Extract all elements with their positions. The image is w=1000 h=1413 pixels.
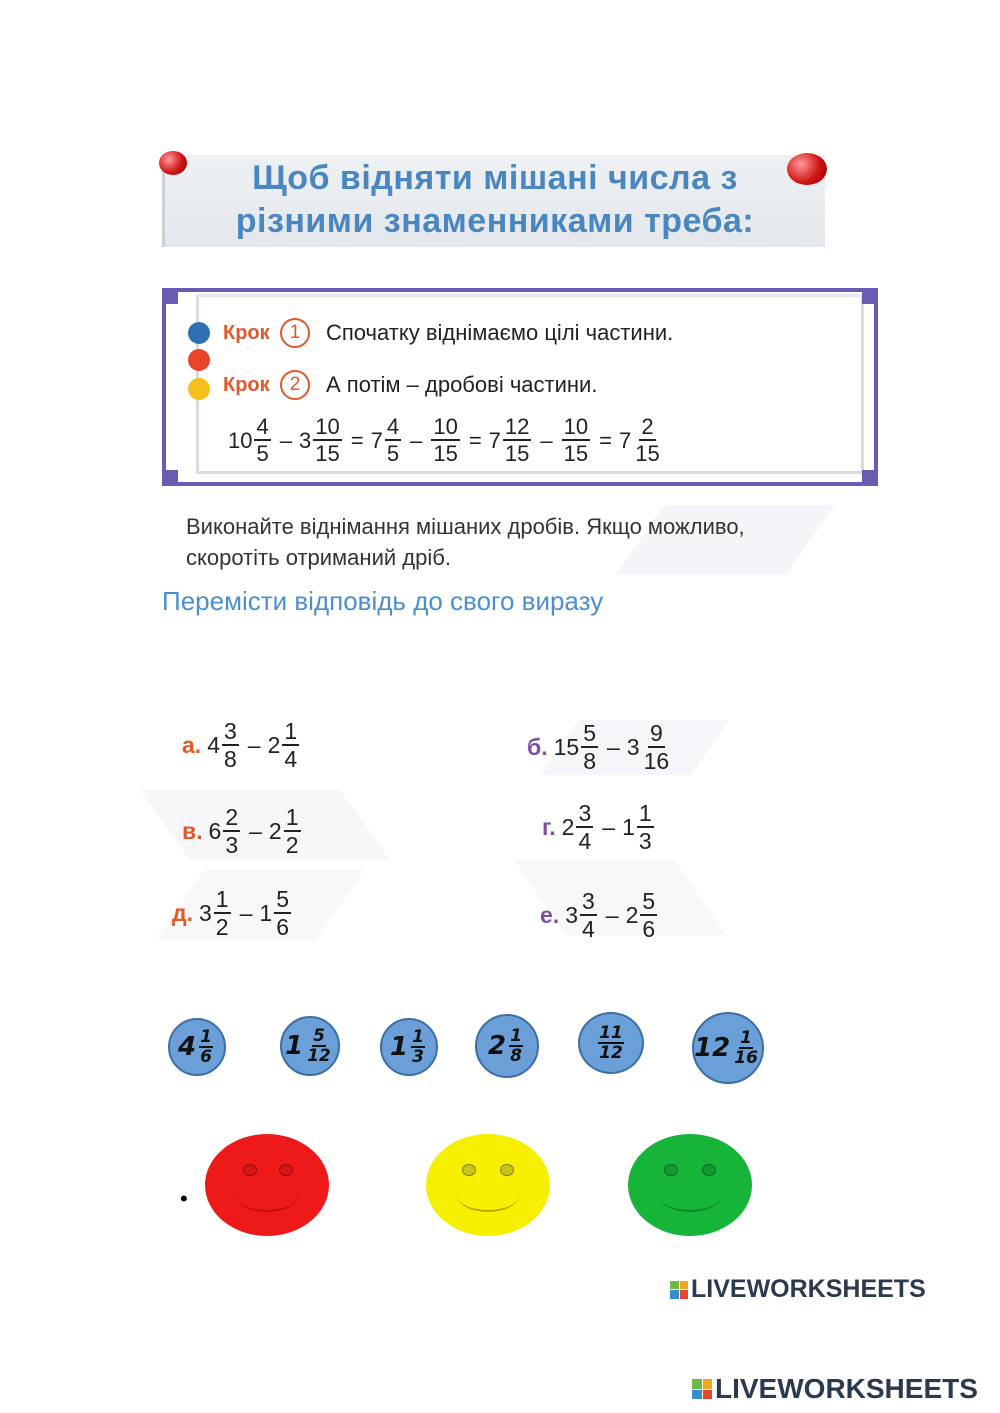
answer-chip[interactable] — [692, 1012, 764, 1084]
exercise-d[interactable] — [172, 888, 293, 939]
exercise-a[interactable] — [182, 720, 301, 771]
bullet-mark: • — [180, 1186, 188, 1211]
denominator: 8 — [223, 746, 237, 772]
fraction — [305, 1025, 333, 1066]
whole: 3 — [626, 734, 640, 760]
numerator: 3 — [578, 800, 592, 826]
denominator: 5 — [256, 441, 269, 466]
exercise-e[interactable] — [540, 890, 659, 941]
exercise-letter: б. — [527, 734, 548, 760]
liveworksheets-logo-footer — [692, 1373, 978, 1405]
whole: 6 — [208, 818, 222, 844]
exercise-v[interactable] — [182, 806, 303, 857]
fraction — [198, 1026, 214, 1067]
fraction — [576, 802, 593, 853]
numerator: 5 — [276, 886, 289, 912]
example-term-7 — [619, 416, 664, 465]
answer-chip[interactable] — [380, 1018, 438, 1076]
numerator: 1 — [740, 1027, 752, 1048]
fraction — [597, 1022, 625, 1063]
whole: 2 — [267, 732, 281, 758]
numerator: 3 — [223, 718, 237, 744]
numerator: 4 — [386, 414, 400, 439]
corner-decoration — [862, 288, 878, 304]
minus-sign: – — [279, 427, 292, 453]
liveworksheets-logo — [670, 1275, 926, 1304]
denominator: 5 — [386, 441, 400, 466]
example-term-6 — [562, 416, 590, 465]
minus-sign: – — [239, 900, 253, 926]
step-1-text: Спочатку віднімаємо цілі частини. — [326, 320, 674, 345]
example-term-3 — [371, 416, 404, 465]
answer-chip[interactable] — [168, 1018, 226, 1076]
whole: 2 — [561, 814, 575, 840]
whole: 2 — [488, 1031, 507, 1061]
numerator: 10 — [315, 414, 340, 439]
minus-sign: – — [247, 732, 261, 758]
step-1-dot-icon — [188, 322, 210, 344]
whole: 3 — [199, 900, 212, 926]
whole: 2 — [268, 818, 282, 844]
fraction — [274, 888, 291, 939]
fraction — [223, 806, 240, 857]
denominator: 6 — [642, 916, 656, 942]
worked-example — [228, 416, 664, 465]
denominator: 6 — [200, 1046, 212, 1067]
fraction — [637, 802, 654, 853]
numerator: 2 — [641, 414, 654, 439]
exercise-letter: д. — [172, 900, 193, 926]
fraction — [508, 1025, 524, 1066]
corner-decoration — [862, 470, 878, 486]
answer-chip[interactable] — [475, 1014, 539, 1078]
minus-sign: – — [605, 902, 619, 928]
fraction — [642, 722, 672, 773]
title-line-1: Щоб відняти мішані числа з — [252, 159, 738, 197]
example-term-1 — [228, 416, 273, 465]
exercise-letter: е. — [540, 902, 560, 928]
fraction — [410, 1026, 426, 1067]
whole: 1 — [259, 900, 273, 926]
mouth — [456, 1176, 520, 1212]
denominator: 2 — [285, 832, 299, 858]
logo-text: LIVEWORKSHEETS — [715, 1373, 978, 1404]
fraction — [222, 720, 239, 771]
mouth — [658, 1176, 722, 1212]
whole: 7 — [488, 427, 501, 453]
numerator: 9 — [649, 720, 663, 746]
whole: 7 — [619, 427, 632, 453]
whole: 15 — [553, 734, 580, 760]
equals-sign: = — [468, 427, 482, 453]
whole: 1 — [622, 814, 635, 840]
exercise-letter: а. — [182, 732, 202, 758]
fraction — [580, 890, 597, 941]
eye — [462, 1164, 476, 1176]
minus-sign: – — [249, 818, 262, 844]
denominator: 15 — [635, 441, 660, 466]
denominator: 2 — [215, 914, 229, 940]
answer-chip[interactable] — [280, 1016, 340, 1076]
denominator: 3 — [225, 832, 239, 858]
minus-sign: – — [540, 427, 553, 453]
whole: 3 — [298, 427, 312, 453]
denominator: 3 — [412, 1046, 424, 1067]
eye — [702, 1164, 716, 1176]
denominator: 4 — [284, 746, 298, 772]
numerator: 1 — [638, 800, 652, 826]
numerator: 1 — [284, 718, 298, 744]
instruction-line-1: Виконайте віднімання мішаних дробів. Якщо можливо, — [186, 514, 745, 539]
middle-dot-icon — [188, 349, 210, 371]
denominator: 4 — [581, 916, 595, 942]
whole: 12 — [694, 1033, 731, 1063]
whole: 3 — [565, 902, 578, 928]
example-term-2 — [299, 416, 344, 465]
numerator: 5 — [642, 888, 656, 914]
answer-chip[interactable] — [578, 1012, 644, 1074]
denominator: 16 — [734, 1047, 758, 1068]
whole: 4 — [207, 732, 220, 758]
fraction — [640, 890, 657, 941]
steps-panel — [162, 288, 878, 486]
denominator: 15 — [433, 441, 458, 466]
eye — [664, 1164, 678, 1176]
whole: 10 — [228, 427, 253, 453]
fraction — [503, 416, 531, 465]
numerator: 1 — [412, 1026, 424, 1047]
numerator: 10 — [433, 414, 458, 439]
denominator: 4 — [578, 828, 592, 854]
numerator: 12 — [504, 414, 530, 439]
mouth — [235, 1176, 299, 1212]
red-smiley-icon[interactable] — [205, 1134, 329, 1236]
fraction — [313, 416, 341, 465]
move-instruction: Перемісти відповідь до свого виразу — [162, 586, 604, 616]
numerator: 4 — [256, 414, 269, 439]
logo-mark-icon — [692, 1379, 712, 1399]
numerator: 2 — [225, 804, 239, 830]
equals-sign: = — [350, 427, 364, 453]
logo-mark-icon — [670, 1281, 688, 1299]
whole: 1 — [285, 1031, 304, 1061]
eye — [500, 1164, 514, 1176]
numerator: 1 — [200, 1026, 212, 1047]
step-2-text: А потім – дробові частини. — [326, 372, 598, 397]
minus-sign: – — [607, 734, 620, 760]
denominator: 12 — [599, 1042, 623, 1063]
logo-text: LIVEWORKSHEETS — [691, 1275, 926, 1303]
step-2-number: 2 — [280, 370, 310, 400]
denominator: 8 — [510, 1045, 522, 1066]
corner-decoration — [162, 288, 178, 304]
denominator: 15 — [315, 441, 340, 466]
step-2-label: Крок — [223, 374, 270, 396]
numerator: 5 — [583, 720, 596, 746]
fraction — [282, 720, 299, 771]
denominator: 15 — [563, 441, 589, 466]
step-1-number: 1 — [280, 318, 310, 348]
numerator: 5 — [313, 1025, 325, 1046]
title-banner — [162, 155, 825, 247]
minus-sign: – — [410, 427, 423, 453]
whole: 4 — [178, 1032, 197, 1062]
exercise-letter: г. — [542, 814, 556, 840]
fraction — [254, 416, 270, 465]
whole: 2 — [625, 902, 639, 928]
fraction — [385, 416, 401, 465]
equals-sign: = — [599, 427, 612, 453]
numerator: 3 — [581, 888, 595, 914]
numerator: 1 — [510, 1025, 522, 1046]
numerator: 1 — [215, 886, 229, 912]
whole: 1 — [390, 1032, 409, 1062]
yellow-smiley-icon[interactable] — [426, 1134, 550, 1236]
example-term-4 — [431, 416, 459, 465]
instruction-line-2: скоротіть отриманий дріб. — [186, 545, 451, 570]
green-smiley-icon[interactable] — [628, 1134, 752, 1236]
eye — [243, 1164, 257, 1176]
step-2-dot-icon — [188, 378, 210, 400]
example-term-5 — [489, 416, 534, 465]
fraction — [581, 722, 598, 773]
denominator: 12 — [307, 1045, 331, 1066]
denominator: 8 — [583, 748, 596, 774]
step-1-label: Крок — [223, 322, 270, 344]
fraction — [732, 1027, 760, 1068]
corner-decoration — [162, 470, 178, 486]
denominator: 15 — [504, 441, 530, 466]
whole: 7 — [370, 427, 383, 453]
denominator: 16 — [643, 748, 670, 774]
title-line-2: різними знаменниками треба: — [235, 202, 755, 240]
numerator: 10 — [563, 414, 589, 439]
eye — [279, 1164, 293, 1176]
denominator: 6 — [276, 914, 289, 940]
minus-sign: – — [602, 814, 616, 840]
fraction — [214, 888, 231, 939]
exercise-letter: в. — [182, 818, 203, 844]
fraction — [284, 806, 301, 857]
denominator: 3 — [638, 828, 652, 854]
numerator: 1 — [285, 804, 299, 830]
fraction — [633, 416, 661, 465]
exercise-h[interactable] — [542, 802, 656, 853]
exercise-b[interactable] — [527, 722, 673, 773]
numerator: 11 — [599, 1022, 623, 1043]
